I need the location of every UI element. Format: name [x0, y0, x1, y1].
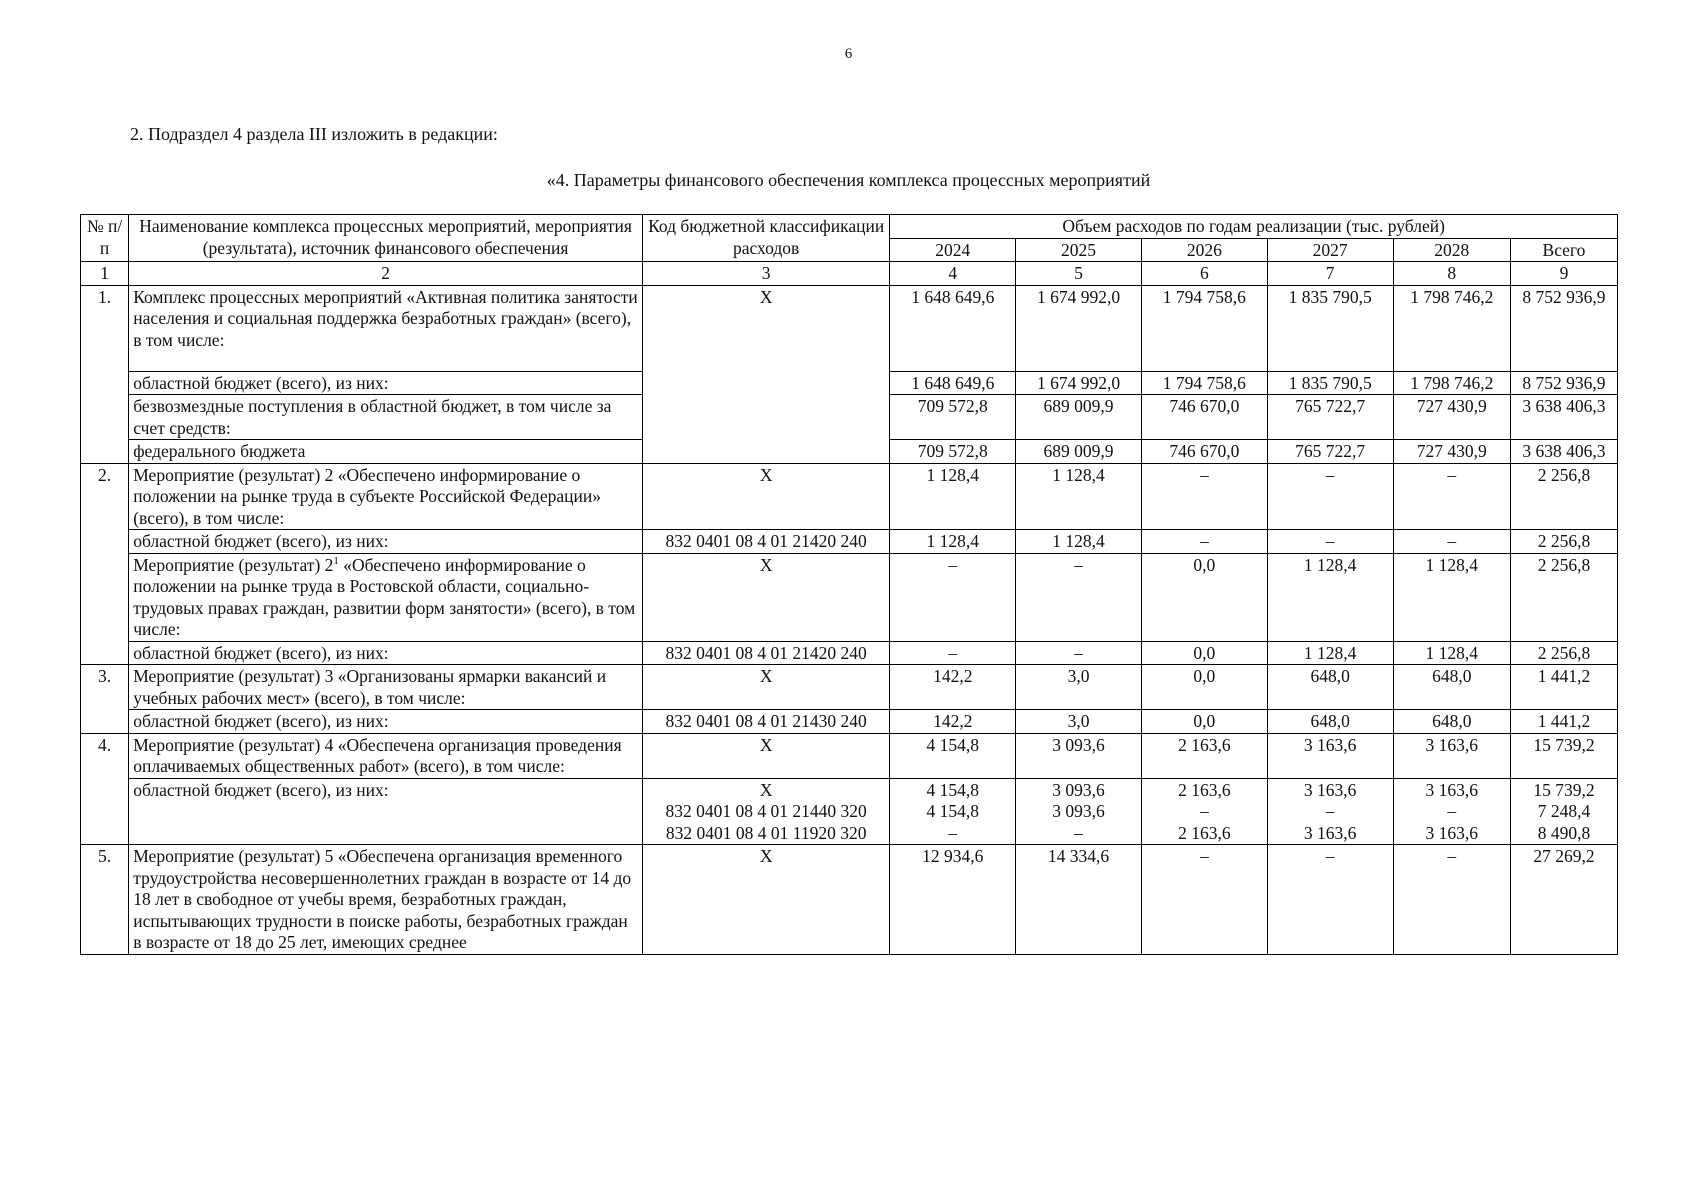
value-cell: 1 648 649,6: [890, 371, 1016, 395]
header-num: № п/п: [81, 215, 129, 262]
col-number: 1: [81, 262, 129, 286]
value-cell: –: [1393, 845, 1510, 955]
value-line: 4 154,8: [926, 801, 979, 821]
header-volume: Объем расходов по годам реализации (тыс. рублей): [890, 215, 1618, 239]
row-name: областной бюджет (всего), из них:: [129, 641, 643, 665]
header-row: [81, 215, 1618, 239]
value-cell: 4 154,8: [890, 733, 1016, 778]
value-cell: 1 798 746,2: [1393, 371, 1510, 395]
value-line: –: [948, 822, 958, 843]
value-cell: 0,0: [1141, 665, 1267, 710]
row-number: 1.: [81, 285, 129, 463]
row-name: безвозмездные поступления в областной бюджет, в том числе за счет средств:: [129, 395, 643, 440]
value-cell: [1510, 778, 1617, 845]
value-cell: –: [1016, 553, 1142, 641]
row-number: 3.: [81, 665, 129, 734]
row-code: 832 0401 08 4 01 21430 240: [642, 710, 889, 734]
value-cell: 689 009,9: [1016, 395, 1142, 440]
value-cell: –: [1016, 641, 1142, 665]
col-number: 9: [1510, 262, 1617, 286]
superscript: 1: [333, 554, 339, 567]
row-name: [129, 553, 643, 641]
value-cell: 1 674 992,0: [1016, 371, 1142, 395]
col-number: 7: [1267, 262, 1393, 286]
row-name: Мероприятие (результат) 2 «Обеспечено информирование о положении на рынке труда в субъекте Российской Федерации» (всего), в том числе:: [129, 463, 643, 530]
row-name: Комплекс процессных мероприятий «Активная политика занятости населения и социальная поддержка безработных граждан» (всего), в том числе:: [129, 285, 643, 371]
row-code: 832 0401 08 4 01 21420 240: [642, 530, 889, 554]
value-cell: 8 752 936,9: [1510, 371, 1617, 395]
value-cell: 648,0: [1393, 665, 1510, 710]
row-code: Х: [642, 845, 889, 955]
table-row: [81, 733, 1618, 778]
value-cell: [890, 778, 1016, 845]
value-cell: 2 256,8: [1510, 553, 1617, 641]
financing-table: [80, 214, 1618, 955]
row-name: федерального бюджета: [129, 440, 643, 464]
col-number: 2: [129, 262, 643, 286]
value-cell: –: [890, 553, 1016, 641]
table-row: [81, 778, 1618, 845]
table-row: [81, 665, 1618, 710]
row-code: [642, 778, 889, 845]
value-cell: 142,2: [890, 710, 1016, 734]
value-line: 3 163,6: [1303, 779, 1357, 800]
value-cell: 765 722,7: [1267, 440, 1393, 464]
value-cell: 746 670,0: [1141, 395, 1267, 440]
value-cell: –: [1267, 845, 1393, 955]
value-cell: 12 934,6: [890, 845, 1016, 955]
value-cell: 727 430,9: [1393, 440, 1510, 464]
value-cell: 3 163,6: [1267, 733, 1393, 778]
col-number: 8: [1393, 262, 1510, 286]
value-cell: 727 430,9: [1393, 395, 1510, 440]
header-total: Всего: [1510, 238, 1617, 262]
value-cell: 648,0: [1267, 710, 1393, 734]
row-number: 5.: [81, 845, 129, 955]
value-cell: –: [1141, 845, 1267, 955]
value-line: 3 163,6: [1425, 779, 1478, 800]
value-cell: 142,2: [890, 665, 1016, 710]
value-cell: 1 794 758,6: [1141, 371, 1267, 395]
value-line: 2 163,6: [1178, 779, 1231, 800]
value-cell: 709 572,8: [890, 440, 1016, 464]
header-name: Наименование комплекса процессных мероприятий, мероприятия (результата), источник финансового обеспечения: [129, 215, 643, 262]
value-cell: 3 638 406,3: [1510, 440, 1617, 464]
value-cell: 3,0: [1016, 665, 1142, 710]
code-line: 832 0401 08 4 01 11920 320: [665, 822, 867, 843]
value-cell: –: [890, 641, 1016, 665]
value-cell: 0,0: [1141, 553, 1267, 641]
row-code: 832 0401 08 4 01 21420 240: [642, 641, 889, 665]
value-line: 4 154,8: [926, 779, 979, 800]
value-cell: [1393, 778, 1510, 845]
header-year: 2024: [890, 238, 1016, 262]
value-cell: 1 128,4: [1016, 463, 1142, 530]
value-cell: 648,0: [1267, 665, 1393, 710]
value-cell: 15 739,2: [1510, 733, 1617, 778]
value-line: –: [1447, 801, 1457, 821]
table-row: [81, 710, 1618, 734]
value-cell: 14 334,6: [1016, 845, 1142, 955]
value-cell: 0,0: [1141, 641, 1267, 665]
col-number: 6: [1141, 262, 1267, 286]
row-name-part: «Обеспечено информирование о положении на рынке труда в Ростовской области, социально-трудовых правах граждан, развитии форм занятости» (всего), в том числе:: [133, 554, 636, 639]
value-cell: 746 670,0: [1141, 440, 1267, 464]
row-number: 4.: [81, 733, 129, 845]
header-year: 2028: [1393, 238, 1510, 262]
value-cell: 1 128,4: [890, 463, 1016, 530]
value-line: 15 739,2: [1533, 779, 1595, 800]
value-cell: 1 794 758,6: [1141, 285, 1267, 371]
value-line: 7 248,4: [1537, 801, 1591, 821]
value-cell: 1 648 649,6: [890, 285, 1016, 371]
table-row: [81, 285, 1618, 371]
value-line: –: [1199, 801, 1209, 821]
value-cell: –: [1141, 530, 1267, 554]
value-cell: –: [1267, 530, 1393, 554]
row-code: Х: [642, 665, 889, 710]
value-line: 3 093,6: [1052, 801, 1105, 821]
value-cell: 1 441,2: [1510, 710, 1617, 734]
row-code: Х: [642, 463, 889, 530]
value-cell: 1 798 746,2: [1393, 285, 1510, 371]
page-number: 6: [844, 46, 853, 62]
value-line: –: [1325, 801, 1335, 821]
value-line: 3 163,6: [1303, 822, 1357, 843]
intro-text: 2. Подраздел 4 раздела III изложить в редакции:: [130, 124, 498, 144]
header-year: 2025: [1016, 238, 1142, 262]
value-cell: 709 572,8: [890, 395, 1016, 440]
header-year: 2026: [1141, 238, 1267, 262]
value-cell: 689 009,9: [1016, 440, 1142, 464]
value-line: 8 490,8: [1537, 822, 1591, 843]
code-line: 832 0401 08 4 01 21440 320: [665, 801, 867, 821]
col-number: 4: [890, 262, 1016, 286]
row-code: Х: [642, 285, 889, 463]
row-name: областной бюджет (всего), из них:: [129, 778, 643, 845]
value-line: 3 093,6: [1052, 779, 1105, 800]
value-cell: 1 674 992,0: [1016, 285, 1142, 371]
value-cell: [1267, 778, 1393, 845]
value-cell: –: [1393, 530, 1510, 554]
row-name: Мероприятие (результат) 5 «Обеспечена организация временного трудоустройства несовершеннолетних граждан в возрасте от 14 до 18 лет в свободное от учебы время, безработных граждан, испытывающих трудности в поиске работы, безработных граждан в возрасте от 18 до 25 лет, имеющих среднее: [129, 845, 643, 955]
value-cell: 1 441,2: [1510, 665, 1617, 710]
value-line: –: [1074, 822, 1083, 843]
row-code: Х: [642, 553, 889, 641]
value-cell: –: [1141, 463, 1267, 530]
value-cell: 2 256,8: [1510, 463, 1617, 530]
row-name-part: Мероприятие (результат) 2: [133, 554, 334, 575]
row-code: Х: [642, 733, 889, 778]
value-cell: 1 128,4: [1393, 553, 1510, 641]
row-name: Мероприятие (результат) 3 «Организованы ярмарки вакансий и учебных рабочих мест» (всего), в том числе:: [129, 665, 643, 710]
value-cell: –: [1267, 463, 1393, 530]
section-title: «4. Параметры финансового обеспечения комплекса процессных мероприятий: [546, 170, 1151, 190]
value-cell: 1 128,4: [890, 530, 1016, 554]
code-line: Х: [759, 779, 773, 800]
column-numbers-row: [81, 262, 1618, 286]
row-name: областной бюджет (всего), из них:: [129, 710, 643, 734]
value-cell: 765 722,7: [1267, 395, 1393, 440]
value-cell: 1 128,4: [1393, 641, 1510, 665]
row-name: областной бюджет (всего), из них:: [129, 371, 643, 395]
value-cell: 0,0: [1141, 710, 1267, 734]
value-line: 3 163,6: [1425, 822, 1478, 843]
value-cell: 3 093,6: [1016, 733, 1142, 778]
value-line: 2 163,6: [1178, 822, 1231, 843]
value-cell: 2 256,8: [1510, 641, 1617, 665]
value-cell: 2 256,8: [1510, 530, 1617, 554]
value-cell: –: [1393, 463, 1510, 530]
value-cell: 1 128,4: [1016, 530, 1142, 554]
col-number: 3: [642, 262, 889, 286]
table-row: [81, 845, 1618, 955]
table-row: [81, 641, 1618, 665]
col-number: 5: [1016, 262, 1142, 286]
row-number: 2.: [81, 463, 129, 665]
header-code: Код бюджетной классификации расходов: [642, 215, 889, 262]
value-cell: 3 163,6: [1393, 733, 1510, 778]
value-cell: 1 128,4: [1267, 553, 1393, 641]
value-cell: 3 638 406,3: [1510, 395, 1617, 440]
value-cell: 1 128,4: [1267, 641, 1393, 665]
table-row: [81, 530, 1618, 554]
table-row: [81, 553, 1618, 641]
row-name: Мероприятие (результат) 4 «Обеспечена организация проведения оплачиваемых общественных работ» (всего), в том числе:: [129, 733, 643, 778]
value-cell: [1141, 778, 1267, 845]
table-row: [81, 463, 1618, 530]
value-cell: 1 835 790,5: [1267, 285, 1393, 371]
value-cell: 2 163,6: [1141, 733, 1267, 778]
row-name: областной бюджет (всего), из них:: [129, 530, 643, 554]
header-year: 2027: [1267, 238, 1393, 262]
value-cell: 3,0: [1016, 710, 1142, 734]
value-cell: 27 269,2: [1510, 845, 1617, 955]
value-cell: 1 835 790,5: [1267, 371, 1393, 395]
value-cell: 648,0: [1393, 710, 1510, 734]
value-cell: 8 752 936,9: [1510, 285, 1617, 371]
value-cell: [1016, 778, 1142, 845]
